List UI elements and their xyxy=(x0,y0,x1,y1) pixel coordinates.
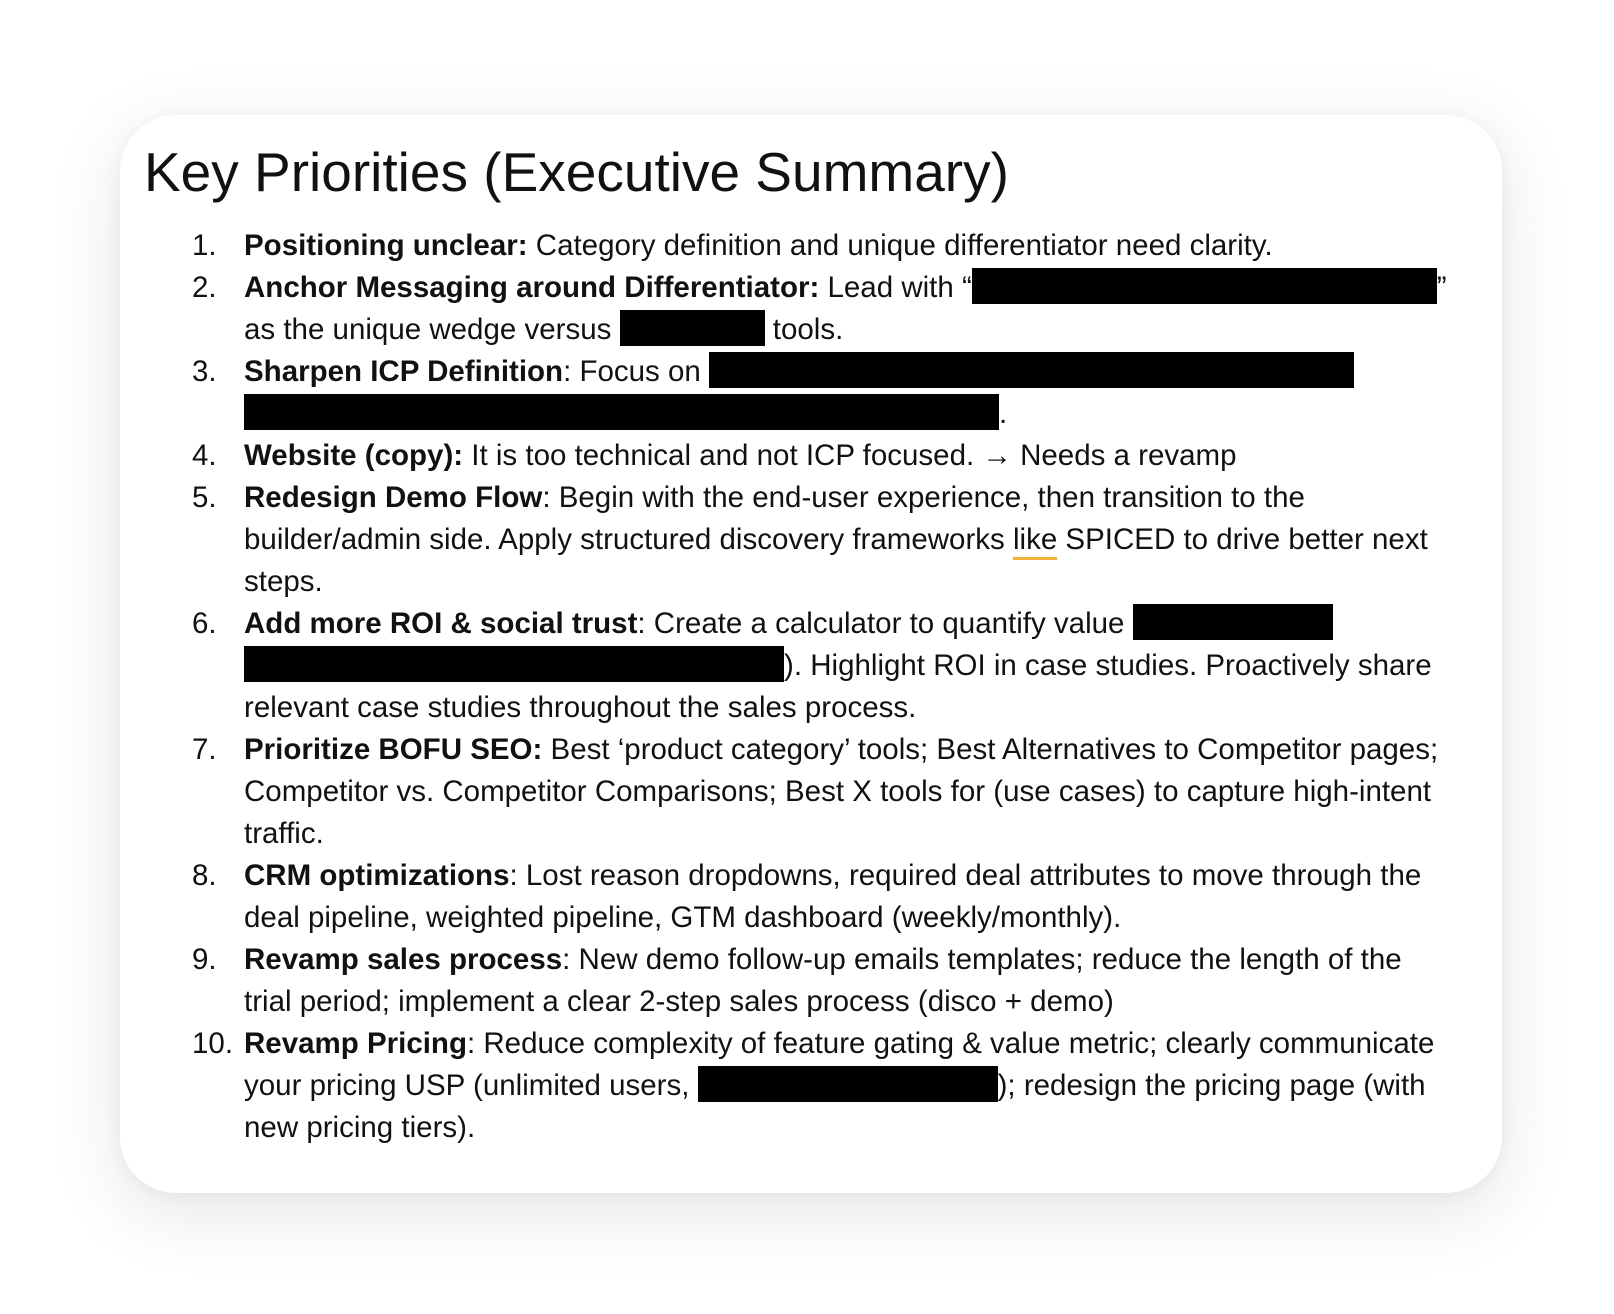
redaction-bar xyxy=(620,310,765,346)
item-text: Lead with “ xyxy=(819,271,972,304)
list-item xyxy=(192,225,1452,267)
redaction-bar xyxy=(1282,268,1437,304)
list-item xyxy=(192,729,1452,855)
item-lead: Redesign Demo Flow xyxy=(244,481,543,514)
item-lead: Sharpen ICP Definition xyxy=(244,355,564,388)
item-text: It is too technical and not ICP focused. → Needs a revamp xyxy=(463,439,1237,472)
list-item xyxy=(192,939,1452,1023)
list-item xyxy=(192,351,1452,435)
item-text: ” as the unique wedge versus xyxy=(244,271,1447,346)
item-number: 1. xyxy=(192,229,217,262)
list-item xyxy=(192,1023,1452,1149)
item-lead: Positioning unclear: xyxy=(244,229,528,262)
item-number: 6. xyxy=(192,607,217,640)
item-text: Category definition and unique differentiator need clarity. xyxy=(527,229,1273,262)
item-lead: Add more ROI & social trust xyxy=(244,607,638,640)
item-lead: CRM optimizations xyxy=(244,859,510,892)
priorities-list xyxy=(192,225,1452,1149)
item-text: : Create a calculator to quantify value xyxy=(637,607,1133,640)
document-title: Key Priorities (Executive Summary) xyxy=(144,141,1009,203)
item-text: : Focus on xyxy=(563,355,710,388)
item-text: Best ‘product category’ tools; Best Alternatives to Competitor pages; Competitor vs. Competitor Comparisons; Best X tools for (use cases) to capture high-intent traffic. xyxy=(244,733,1439,850)
item-text: : New demo follow-up emails templates; reduce the length of the trial period; implement a clear 2-step sales process (disco + demo) xyxy=(244,943,1402,1018)
item-text: : Lost reason dropdowns, required deal attributes to move through the deal pipeline, weighted pipeline, GTM dashboard (weekly/monthly). xyxy=(244,859,1422,934)
item-number: 5. xyxy=(192,481,217,514)
redaction-bar xyxy=(1133,604,1333,640)
item-text: ). Highlight ROI in case studies. Proactively share relevant case studies throughout the sales process. xyxy=(244,649,1432,724)
redaction-bar xyxy=(244,646,784,682)
item-text: tools. xyxy=(764,313,844,346)
list-item xyxy=(192,855,1452,939)
spellcheck-word[interactable]: like xyxy=(1012,523,1058,556)
redaction-bar xyxy=(698,1066,998,1102)
list-item xyxy=(192,267,1452,351)
item-number: 8. xyxy=(192,859,217,892)
redaction-bar xyxy=(244,394,999,430)
item-lead: Revamp Pricing xyxy=(244,1027,467,1060)
item-number: 2. xyxy=(192,271,217,304)
item-text: ); redesign the pricing page (with new pricing tiers). xyxy=(244,1069,1426,1144)
item-number: 9. xyxy=(192,943,217,976)
item-lead: Prioritize BOFU SEO: xyxy=(244,733,543,766)
item-lead: Website (copy): xyxy=(244,439,464,472)
item-text: : Begin with the end-user experience, then transition to the builder/admin side. Apply structured discovery frameworks xyxy=(244,481,1305,556)
item-text: SPICED to drive better next steps. xyxy=(244,523,1428,598)
document-card xyxy=(120,115,1502,1193)
item-number: 7. xyxy=(192,733,217,766)
redaction-bar xyxy=(709,352,1354,388)
item-number: 3. xyxy=(192,355,217,388)
item-text: : Reduce complexity of feature gating & value metric; clearly communicate your pricing USP (unlimited users, xyxy=(244,1027,1435,1102)
list-item xyxy=(192,477,1452,603)
redaction-bar xyxy=(972,268,1282,304)
item-number: 10. xyxy=(192,1027,234,1060)
list-item xyxy=(192,603,1452,729)
item-text: . xyxy=(999,397,1008,430)
list-item xyxy=(192,435,1452,477)
item-number: 4. xyxy=(192,439,217,472)
item-lead: Anchor Messaging around Differentiator: xyxy=(244,271,820,304)
item-lead: Revamp sales process xyxy=(244,943,563,976)
